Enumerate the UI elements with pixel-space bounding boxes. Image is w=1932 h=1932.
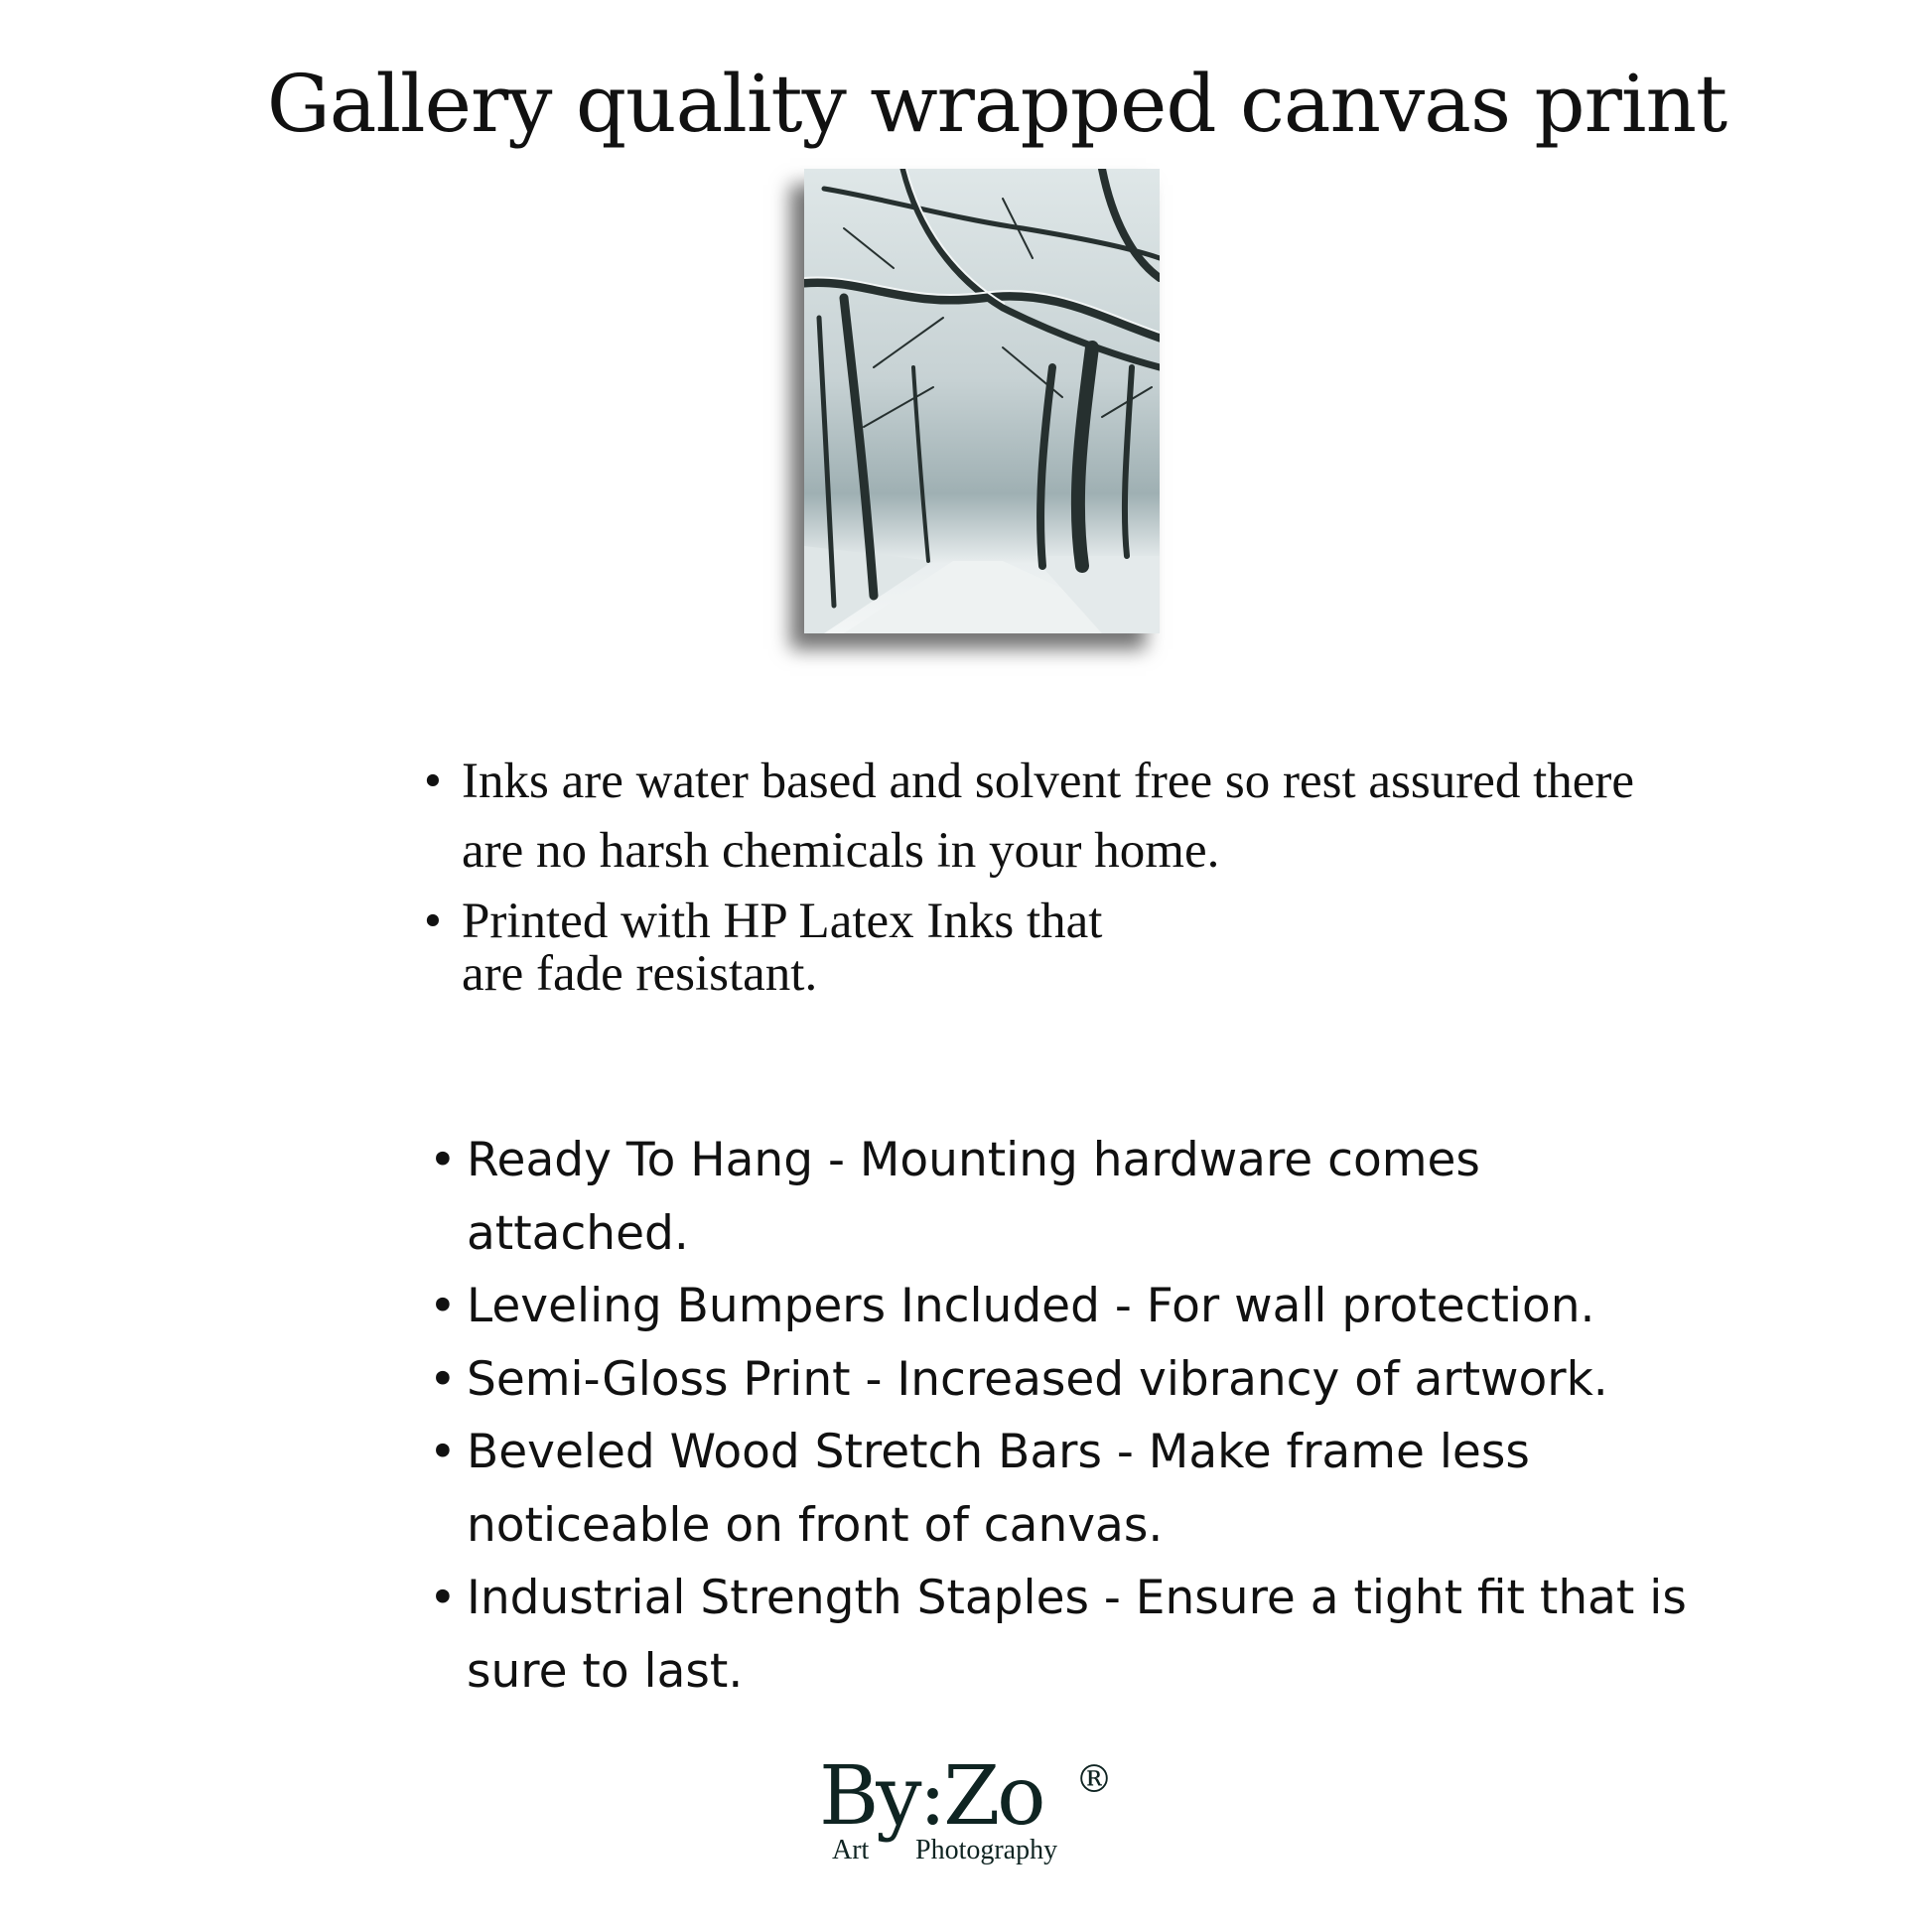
list-item: • Beveled Wood Stretch Bars - Make frame less noticeable on front of canvas. <box>429 1425 1530 1553</box>
list-item: • Leveling Bumpers Included - For wall protection. <box>429 1279 1595 1333</box>
winter-road-illustration <box>804 169 1160 633</box>
feature-list-hardware <box>429 1124 1737 1708</box>
list-item: • Printed with HP Latex Inks that are fade resistant. <box>424 894 1103 1002</box>
feature-list-inks <box>424 747 1653 1011</box>
list-item: • Ready To Hang - Mounting hardware comes attached. <box>429 1133 1480 1261</box>
canvas-print-image <box>804 169 1160 633</box>
brand-logo: By:Zo ® Art Photography <box>819 1749 1113 1865</box>
list-item: • Inks are water based and solvent free so rest assured there are no harsh chemicals in your home. <box>424 754 1635 879</box>
list-item: • Industrial Strength Staples - Ensure a tight fit that is sure to last. <box>429 1571 1687 1699</box>
page-title: Gallery quality wrapped canvas print <box>266 58 1727 150</box>
list-item: • Semi-Gloss Print - Increased vibrancy of artwork. <box>429 1351 1608 1407</box>
